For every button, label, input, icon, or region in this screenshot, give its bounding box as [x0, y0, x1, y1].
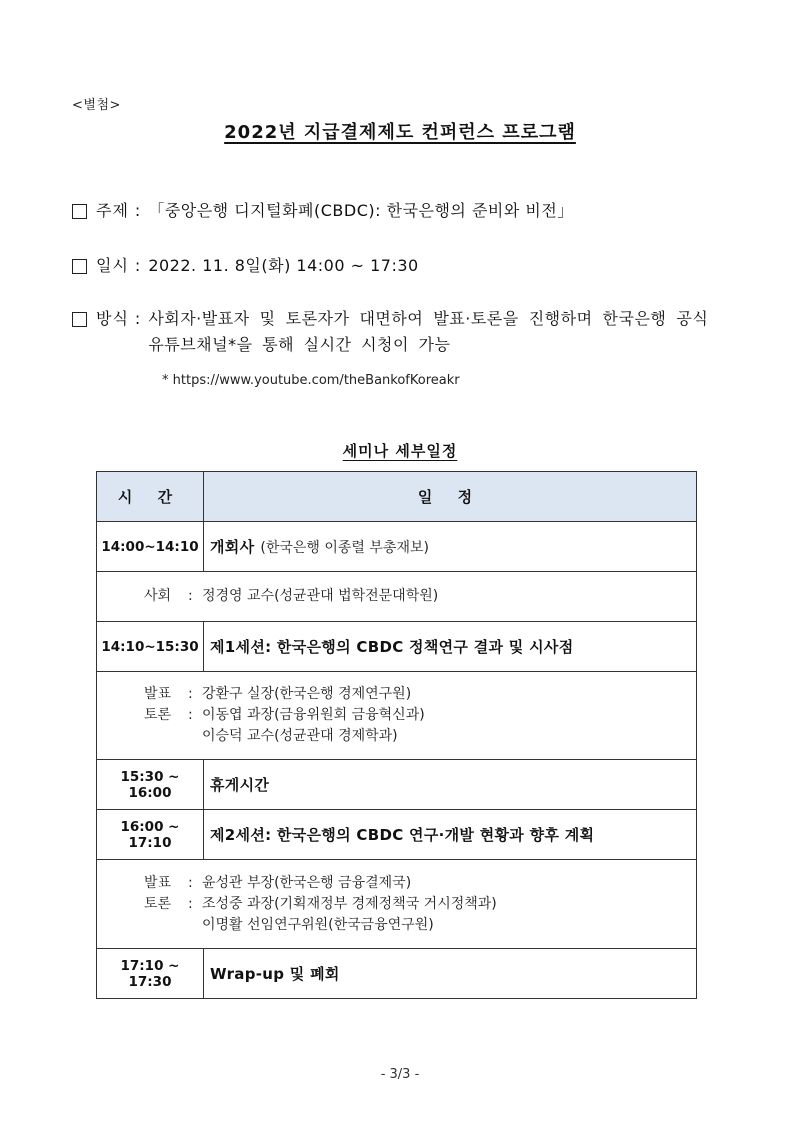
schedule-table: [96, 471, 697, 999]
discussant-line: 토론 : 조성중 과장(기획재정부 경제정책국 거시정책과): [144, 895, 497, 912]
discussant-line: 이승덕 교수(성균관대 경제학과): [202, 728, 398, 744]
info-label: 주제: [96, 201, 129, 220]
table-row-detail: [97, 672, 697, 760]
row-time: 15:30 ~ 16:00: [97, 760, 204, 810]
info-datetime: [72, 253, 419, 279]
info-method: [72, 306, 708, 358]
schedule-subtitle: [0, 440, 800, 461]
row-event: [204, 522, 697, 572]
moderator-line: 사회 : 정경영 교수(성균관대 법학전문대학원): [144, 588, 439, 604]
table-row: [97, 949, 697, 999]
info-value: 「중앙은행 디지털화폐(CBDC): 한국은행의 준비와 비전」: [148, 201, 574, 220]
row-time: 17:10 ~ 17:30: [97, 949, 204, 999]
table-row: [97, 810, 697, 860]
event-title: 개회사: [210, 538, 255, 556]
info-label: 일시: [96, 256, 129, 275]
header-event: 일 정: [204, 472, 697, 522]
document-title: [0, 118, 800, 144]
colon: :: [134, 309, 141, 328]
attachment-label: <별첨>: [72, 98, 121, 113]
table-header-row: [97, 472, 697, 522]
header-time: 시 간: [97, 472, 204, 522]
event-title: 제1세션: 한국은행의 CBDC 정책연구 결과 및 시사점: [210, 638, 574, 656]
discussant-line: 토론 : 이동엽 과장(금융위원회 금융혁신과): [144, 707, 425, 723]
row-event: [204, 622, 697, 672]
table-row-detail: [97, 572, 697, 622]
presenter-line: 발표 : 윤성관 부장(한국은행 금융결제국): [144, 874, 412, 891]
event-title: 휴게시간: [210, 776, 270, 794]
table-row: [97, 622, 697, 672]
info-label: 방식: [96, 309, 129, 328]
colon: :: [134, 201, 141, 220]
youtube-footnote[interactable]: * https://www.youtube.com/theBankofKoreakr: [162, 373, 460, 388]
event-title: 제2세션: 한국은행의 CBDC 연구·개발 현황과 향후 계획: [210, 826, 595, 844]
table-row-detail: [97, 860, 697, 949]
event-subtitle: (한국은행 이종렬 부총재보): [260, 540, 429, 556]
event-title: Wrap-up 및 폐회: [210, 965, 340, 983]
row-event: [204, 949, 697, 999]
checkbox-square-icon: [72, 312, 87, 327]
checkbox-square-icon: [72, 204, 87, 219]
schedule-subtitle-text: 세미나 세부일정: [342, 442, 458, 460]
row-event: [204, 760, 697, 810]
checkbox-square-icon: [72, 259, 87, 274]
row-time: 14:10~15:30: [97, 622, 204, 672]
row-event: [204, 810, 697, 860]
info-value: 사회자·발표자 및 토론자가 대면하여 발표·토론을 진행하며 한국은행 공식 유튜브채널*을 통해 실시간 시청이 가능: [148, 309, 709, 354]
table-row: [97, 522, 697, 572]
page-number: - 3/3 -: [380, 1067, 420, 1082]
discussant-line: 이명활 선임연구위원(한국금융연구원): [202, 916, 434, 933]
document-title-text: 2022년 지급결제제도 컨퍼런스 프로그램: [224, 122, 576, 143]
info-value: 2022. 11. 8일(화) 14:00 ~ 17:30: [148, 256, 419, 275]
table-row: [97, 760, 697, 810]
colon: :: [134, 256, 141, 275]
row-time: 14:00~14:10: [97, 522, 204, 572]
presenter-line: 발표 : 강환구 실장(한국은행 경제연구원): [144, 686, 412, 702]
row-time: 16:00 ~ 17:10: [97, 810, 204, 860]
info-topic: [72, 198, 574, 224]
